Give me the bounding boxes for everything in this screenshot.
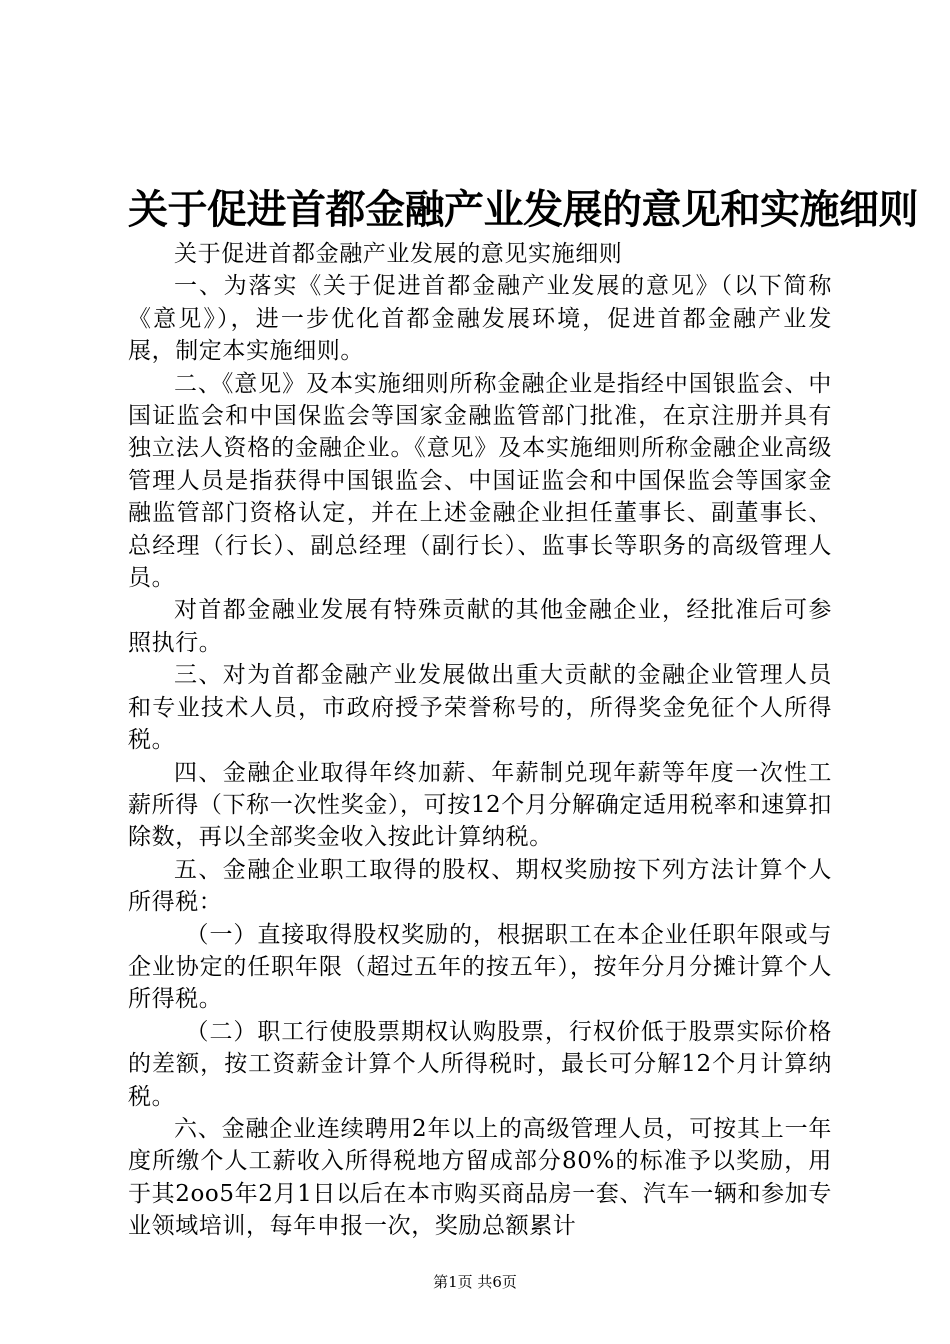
paragraph-article-2: 二、《意见》及本实施细则所称金融企业是指经中国银监会、中国证监会和中国保监会等国家金融监管部门批准，在京注册并具有独立法人资格的金融企业。《意见》及本实施细则所称金融企业高级管理人员是指获得中国银监会、中国证监会和中国保监会等国家金融监管部门资格认定，并在上述金融企业担任董事长、副董事长、总经理（行长）、副总经理（副行长）、监事长等职务的高级管理人员。 <box>128 370 832 592</box>
paragraph-article-5-item-2: （二）职工行使股票期权认购股票，行权价低于股票实际价格的差额，按工资薪金计算个人所得税时，最长可分解12个月计算纳税。 <box>128 1018 832 1110</box>
paragraph-article-6: 六、金融企业连续聘用2年以上的高级管理人员，可按其上一年度所缴个人工薪收入所得税地方留成部分80%的标准予以奖励，用于其2oo5年2月1日以后在本市购买商品房一套、汽车一辆和参加专业领域培训，每年申报一次，奖励总额累计 <box>128 1115 832 1240</box>
paragraph-article-5-item-1: （一）直接取得股权奖励的，根据职工在本企业任职年限或与企业协定的任职年限（超过五年的按五年），按年分月分摊计算个人所得税。 <box>128 921 832 1013</box>
paragraph-article-3: 三、对为首都金融产业发展做出重大贡献的金融企业管理人员和专业技术人员，市政府授予荣誉称号的，所得奖金免征个人所得税。 <box>128 662 832 754</box>
paragraph-article-4: 四、金融企业取得年终加薪、年薪制兑现年薪等年度一次性工薪所得（下称一次性奖金），可按12个月分解确定适用税率和速算扣除数，再以全部奖金收入按此计算纳税。 <box>128 759 832 851</box>
document-title: 关于促进首都金融产业发展的意见和实施细则 <box>128 187 918 233</box>
document-body <box>128 238 832 1243</box>
paragraph-article-1: 一、为落实《关于促进首都金融产业发展的意见》（以下简称《意见》），进一步优化首都金融发展环境，促进首都金融产业发展，制定本实施细则。 <box>128 273 832 365</box>
paragraph-article-2-note: 对首都金融业发展有特殊贡献的其他金融企业，经批准后可参照执行。 <box>128 597 832 656</box>
page-footer: 第1页 共6页 <box>433 1273 517 1291</box>
paragraph-article-5: 五、金融企业职工取得的股权、期权奖励按下列方法计算个人所得税： <box>128 856 832 916</box>
paragraph-subtitle: 关于促进首都金融产业发展的意见实施细则 <box>174 241 623 267</box>
